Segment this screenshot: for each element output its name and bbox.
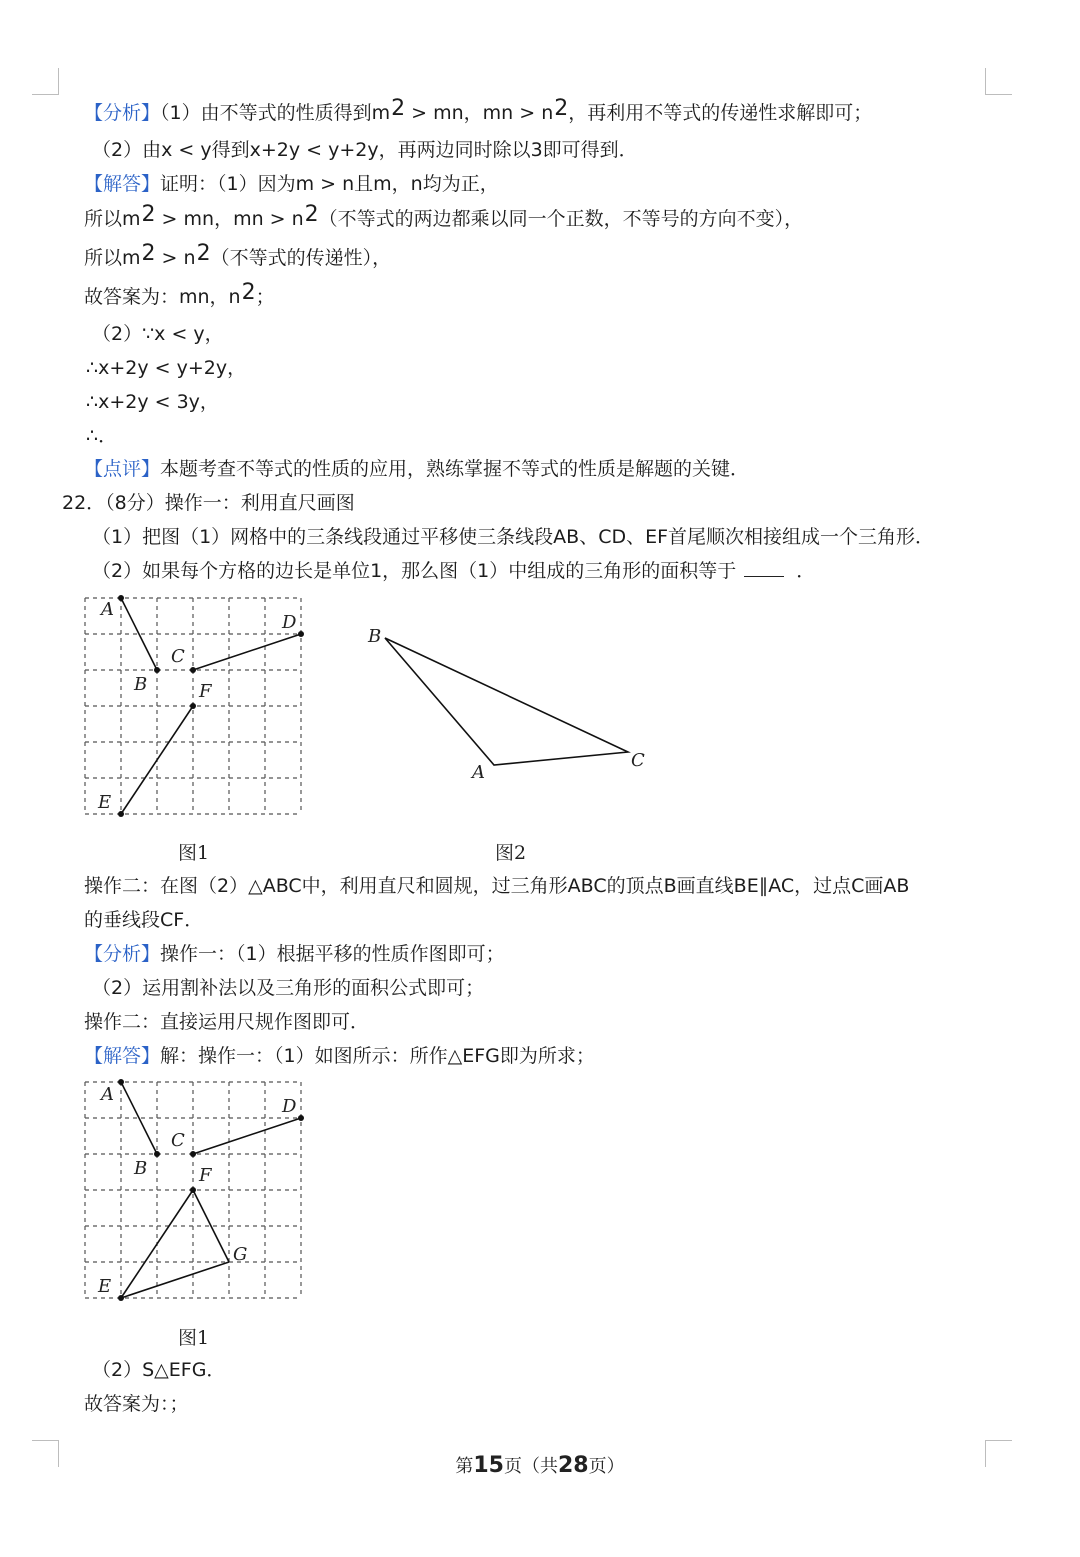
comment-tag: 【点评】	[84, 458, 161, 480]
label-c: C	[171, 1130, 185, 1151]
segment-cd	[193, 634, 301, 670]
analysis-tag: 【分析】	[84, 943, 161, 965]
analysis-2-line-1: 【分析】操作一：（1）根据平移的性质作图即可；	[84, 943, 505, 965]
answer-2-line-1: 【解答】解：操作一：（1）如图所示：所作△EFG即为所求；	[84, 1045, 595, 1067]
analysis-line-2: （2）由x < y得到x+2y < y+2y，再两边同时除以3即可得到．	[92, 139, 638, 161]
figure-2-triangle	[355, 620, 655, 785]
page-number: 15	[473, 1453, 504, 1478]
proof-line-3: 故答案为：mn，$n^2$；	[84, 280, 275, 308]
analysis-tag: 【分析】	[84, 102, 161, 124]
answer-line-1: 【解答】证明：（1）因为m > n且m，n均为正，	[84, 173, 499, 195]
label-b: B	[134, 1158, 148, 1179]
label-e: E	[98, 792, 112, 813]
label-e: E	[98, 1276, 112, 1297]
proof-line-7: ∴．	[86, 425, 118, 447]
crop-mark-top-right	[985, 68, 1012, 95]
label-f: F	[199, 681, 212, 702]
operation-2-line-2: 的垂线段CF．	[84, 909, 204, 931]
proof-line-4: （2）∵x < y，	[92, 323, 224, 345]
label-a: A	[101, 1084, 114, 1105]
analysis-2-line-2: （2）运用割补法以及三角形的面积公式即可；	[92, 977, 485, 999]
label-g: G	[233, 1244, 248, 1265]
proof-line-1: 所以$m^2$ > mn，mn > $n^2$（不等式的两边都乘以同一个正数，不等号的方向不变），	[84, 202, 804, 230]
question-22-part-1: （1）把图（1）网格中的三条线段通过平移使三条线段AB、CD、EF首尾顺次相接组成一个三角形．	[92, 526, 935, 548]
answer-tag: 【解答】	[84, 1045, 161, 1067]
answer-tag: 【解答】	[84, 173, 161, 195]
answer-blank	[744, 560, 784, 577]
figure-1-caption: 图1	[178, 842, 210, 864]
figure-1-grid	[60, 585, 320, 825]
label-b: B	[368, 626, 382, 647]
answer-2-line-2: （2）S△EFG．	[92, 1359, 226, 1381]
comment-line: 【点评】本题考查不等式的性质的应用，熟练掌握不等式的性质是解题的关键．	[84, 458, 750, 480]
proof-line-2: 所以$m^2 > n^2$（不等式的传递性），	[84, 241, 392, 269]
proof-line-6: ∴x+2y < 3y，	[86, 391, 219, 413]
figure-2-caption: 图2	[495, 842, 527, 864]
label-a: A	[101, 599, 114, 620]
operation-2-line-1: 操作二：在图（2）△ABC中，利用直尺和圆规，过三角形ABC的顶点B画直线BE∥AC，过点C画AB	[84, 875, 910, 897]
page-total: 28	[558, 1453, 589, 1478]
question-22-part-2: （2）如果每个方格的边长是单位1，那么图（1）中组成的三角形的面积等于 ．	[92, 560, 816, 582]
label-c: C	[171, 646, 185, 667]
proof-line-5: ∴x+2y < y+2y，	[86, 357, 247, 379]
label-d: D	[282, 1096, 297, 1117]
label-f: F	[199, 1165, 212, 1186]
figure-solution-caption: 图1	[178, 1327, 210, 1349]
page-footer: 第15页（共28页）	[455, 1453, 625, 1478]
question-22-title: 22．（8分）操作一：利用直尺画图	[62, 492, 355, 514]
segment-ef	[121, 706, 193, 814]
analysis-line-1: 【分析】（1）由不等式的性质得到$m^2$ > mn，mn > $n^2$，再利用不等式的传递性求解即可；	[84, 96, 873, 124]
analysis-2-line-3: 操作二：直接运用尺规作图即可．	[84, 1011, 370, 1033]
label-c: C	[631, 750, 645, 771]
crop-mark-top-left	[32, 68, 59, 95]
label-a: A	[472, 762, 485, 783]
label-b: B	[134, 674, 148, 695]
label-d: D	[282, 612, 297, 633]
answer-2-line-3: 故答案为：；	[84, 1393, 189, 1415]
figure-solution-grid	[60, 1070, 320, 1310]
